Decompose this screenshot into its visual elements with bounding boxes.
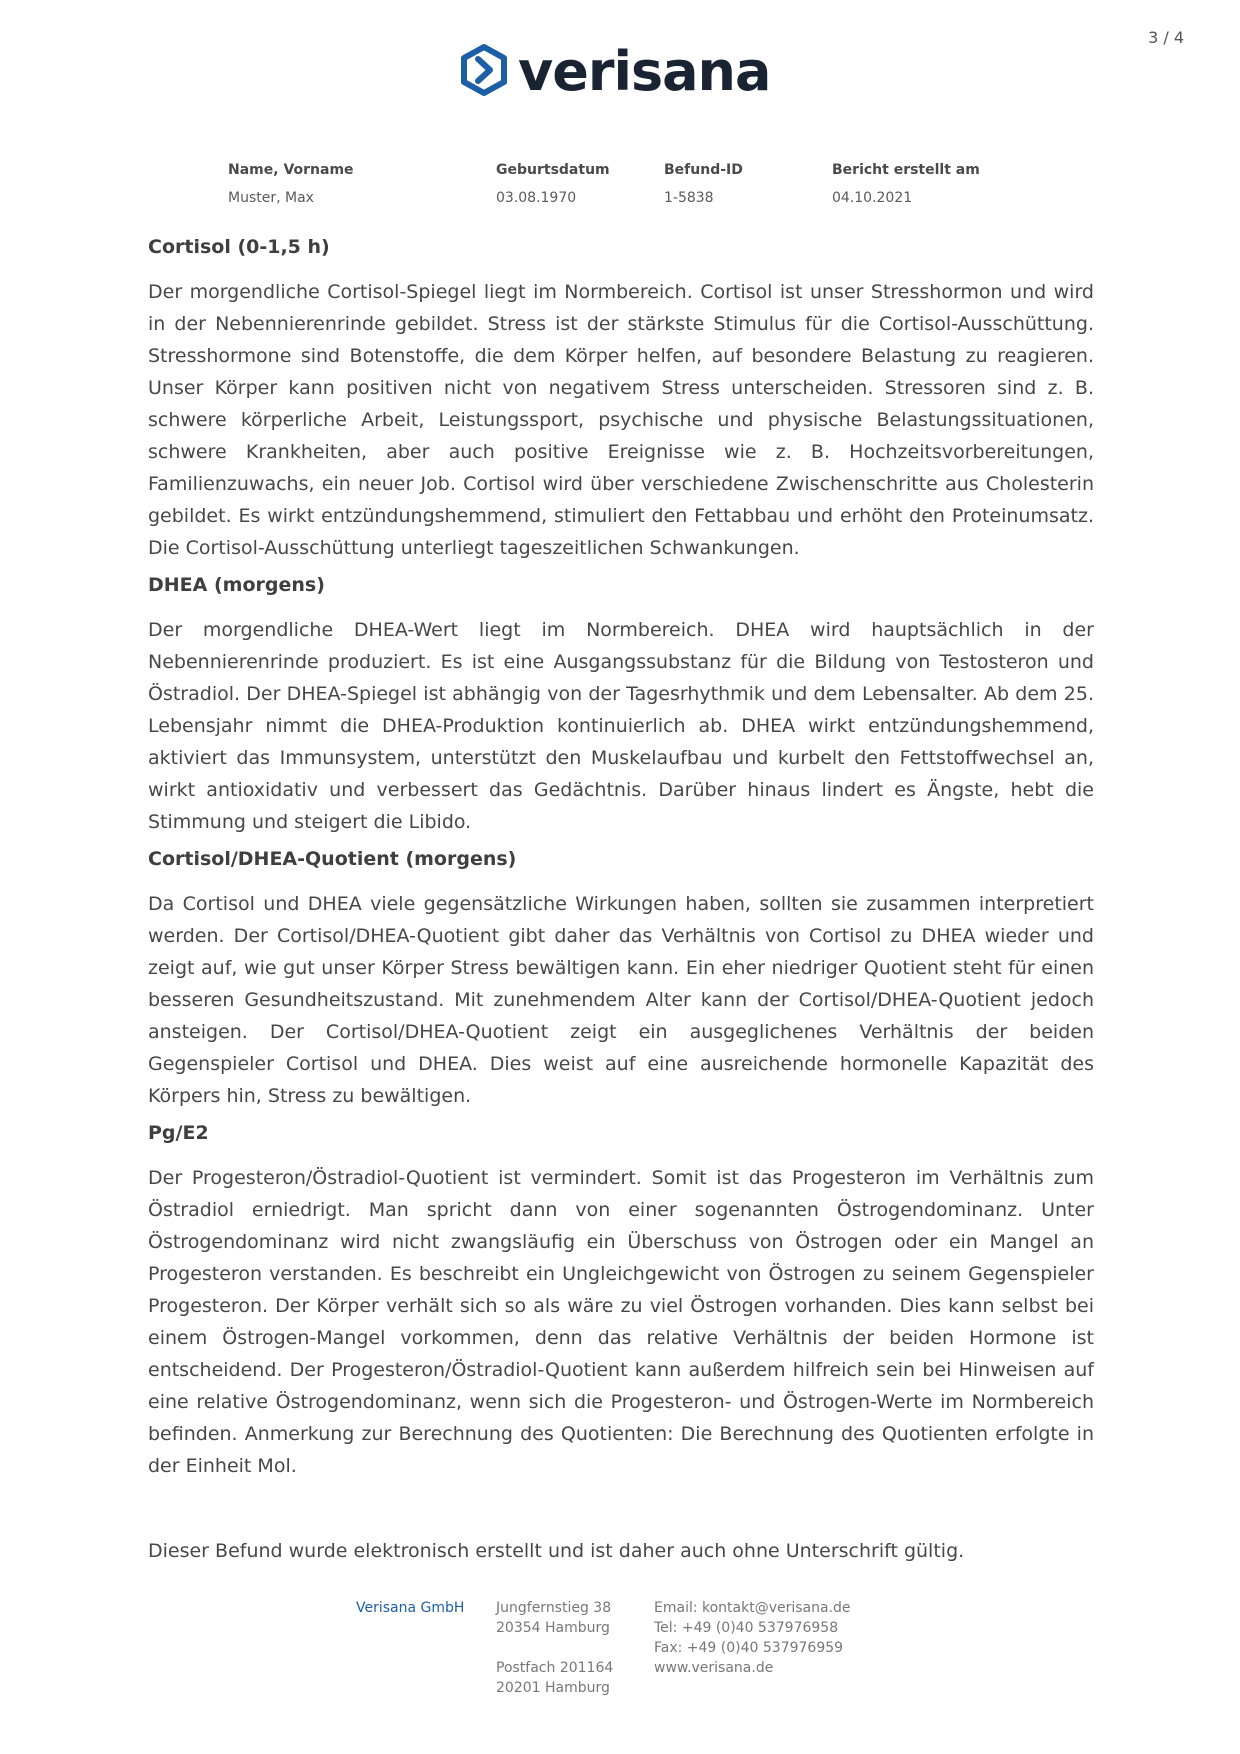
section-text-dhea: Der morgendliche DHEA-Wert liegt im Normbereich. DHEA wird hauptsächlich in der Nebennierenrinde produziert. Es ist eine Ausgangssubstanz für die Bildung von Testosteron und Östradiol. Der DHEA-Spiegel ist abhängig von der Tagesrhythmik und dem Lebensalter. Ab dem 25. Lebensjahr nimmt die DHEA-Produktion kontinuierlich ab. DHEA wirkt entzündungshemmend, aktiviert das Immunsystem, unterstützt den Muskelaufbau und kurbelt den Fettstoffwechsel an, wirkt antioxidativ und verbessert das Gedächtnis. Darüber hinaus lindert es Ängste, hebt die Stimmung und steigert die Libido. [148, 619, 1094, 833]
section-title-cortisol-dhea-quotient: Cortisol/DHEA-Quotient (morgens) [148, 848, 517, 870]
logo-wordmark: verisana [518, 40, 771, 103]
footer-city: 20354 Hamburg [496, 1620, 610, 1636]
footer [356, 1598, 874, 1698]
section-title-dhea: DHEA (morgens) [148, 574, 325, 596]
footer-postbox-city: 20201 Hamburg [496, 1680, 610, 1696]
company-logo [460, 40, 771, 103]
footer-email: Email: kontakt@verisana.de [654, 1600, 851, 1616]
section-text-pg-e2: Der Progesteron/Östradiol-Quotient ist vermindert. Somit ist das Progesteron im Verhältnis zum Östradiol erniedrigt. Man spricht dann von einer sogenannten Östrogendominanz. Unter Östrogendominanz wird nicht zwangsläufig ein Überschuss von Östrogen oder ein Mangel an Progesteron verstanden. Es beschreibt ein Ungleichgewicht von Östrogen zu seinem Gegenspieler Progesteron. Der Körper verhält sich so als wäre zu viel Östrogen vorhanden. Dies kann selbst bei einem Östrogen-Mangel vorkommen, denn das relative Verhältnis der beiden Hormone ist entscheidend. Der Progesteron/Östradiol-Quotient kann außerdem hilfreich sein bei Hinweisen auf eine relative Östrogendominanz, wenn sich die Progesteron- und Östrogen-Werte im Normbereich befinden. Anmerkung zur Berechnung des Quotienten: Die Berechnung des Quotienten erfolgte in der Einheit Mol. [148, 1167, 1094, 1477]
footer-postbox: Postfach 201164 [496, 1660, 614, 1676]
footer-contact [654, 1598, 874, 1698]
hexagon-arrow-logo-icon [460, 44, 508, 100]
name-label: Name, Vorname [228, 162, 354, 178]
name-value: Muster, Max [228, 190, 314, 206]
footer-street: Jungfernstieg 38 [496, 1600, 612, 1616]
report-id-value: 1-5838 [664, 190, 714, 206]
footer-fax: Fax: +49 (0)40 537976959 [654, 1640, 844, 1656]
report-id-label: Befund-ID [664, 162, 743, 178]
patient-meta [228, 162, 1032, 206]
footer-tel: Tel: +49 (0)40 537976958 [654, 1620, 839, 1636]
section-title-pg-e2: Pg/E2 [148, 1122, 209, 1144]
validity-note: Dieser Befund wurde elektronisch erstellt und ist daher auch ohne Unterschrift gültig. [148, 1540, 965, 1562]
birthdate-label: Geburtsdatum [496, 162, 610, 178]
report-date-label: Bericht erstellt am [832, 162, 980, 178]
report-body [148, 236, 1094, 1492]
footer-website: www.verisana.de [654, 1660, 774, 1676]
section-text-cortisol-dhea-quotient: Da Cortisol und DHEA viele gegensätzliche Wirkungen haben, sollten sie zusammen interpretiert werden. Der Cortisol/DHEA-Quotient gibt daher das Verhältnis von Cortisol zu DHEA wieder und zeigt auf, wie gut unser Körper Stress bewältigen kann. Ein eher niedriger Quotient steht für einen besseren Gesundheitszustand. Mit zunehmendem Alter kann der Cortisol/DHEA-Quotient jedoch ansteigen. Der Cortisol/DHEA-Quotient zeigt ein ausgeglichenes Verhältnis der beiden Gegenspieler Cortisol und DHEA. Dies weist auf eine ausreichende hormonelle Kapazität des Körpers hin, Stress zu bewältigen. [148, 893, 1094, 1107]
report-date-value: 04.10.2021 [832, 190, 913, 206]
section-title-cortisol: Cortisol (0-1,5 h) [148, 236, 330, 258]
footer-address [496, 1598, 654, 1698]
page-number: 3 / 4 [1148, 28, 1184, 47]
section-text-cortisol: Der morgendliche Cortisol-Spiegel liegt im Normbereich. Cortisol ist unser Stresshormon und wird in der Nebennierenrinde gebildet. Stress ist der stärkste Stimulus für die Cortisol-Ausschüttung. Stresshormone sind Botenstoffe, die dem Körper helfen, auf besondere Belastung zu reagieren. Unser Körper kann positiven nicht von negativem Stress unterscheiden. Stressoren sind z. B. schwere körperliche Arbeit, Leistungssport, psychische und physische Belastungssituationen, schwere Krankheiten, aber auch positive Ereignisse wie z. B. Hochzeitsvorbereitungen, Familienzuwachs, ein neuer Job. Cortisol wird über verschiedene Zwischenschritte aus Cholesterin gebildet. Es wirkt entzündungshemmend, stimuliert den Fettabbau und erhöht den Proteinumsatz. Die Cortisol-Ausschüttung unterliegt tageszeitlichen Schwankungen. [148, 281, 1094, 559]
footer-company: Verisana GmbH [356, 1600, 465, 1616]
birthdate-value: 03.08.1970 [496, 190, 577, 206]
